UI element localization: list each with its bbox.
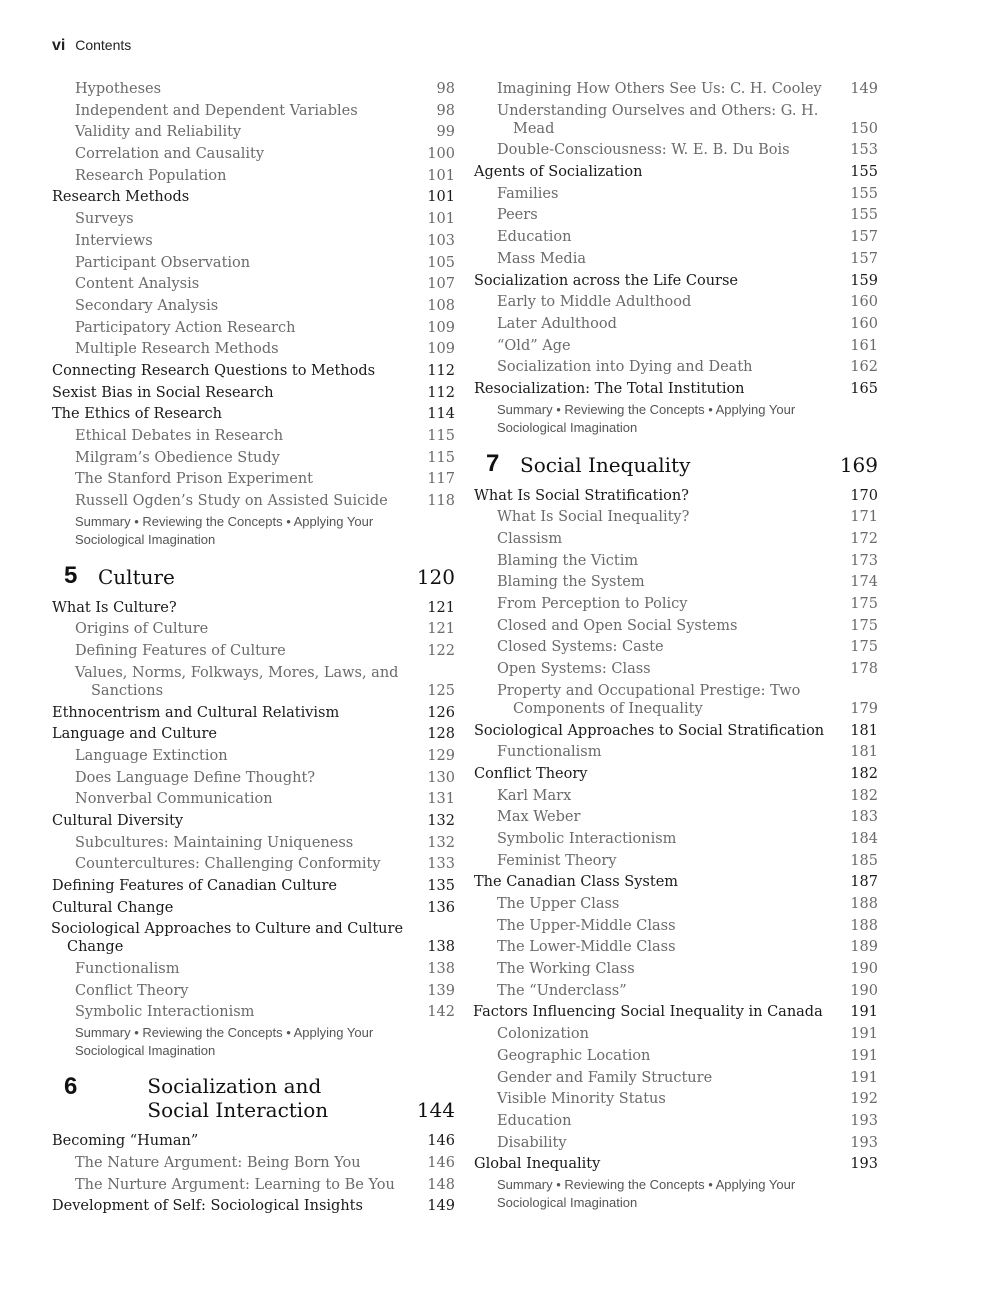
entry-page-number: 160 [850,294,878,311]
chapter-title: Social Inequality [520,452,691,477]
toc-subsection-entry [52,1003,455,1021]
entry-page-number: 193 [850,1112,878,1129]
entry-page-number: 183 [850,809,878,826]
toc-subsection-entry [52,102,455,120]
toc-section-entry [52,1197,455,1215]
entry-page-number: 160 [850,315,878,332]
chapter-title: Socialization and Social Interaction [147,1074,329,1123]
toc-subsection-entry [52,123,455,141]
chapter-title: Culture [98,564,175,589]
toc-subsection-entry [474,830,878,848]
toc-section-entry [52,362,455,380]
entry-title: Resocialization: The Total Institution [474,380,745,397]
entry-title: Defining Features of Canadian Culture [52,878,337,894]
entry-title: Interviews [75,232,153,249]
entry-page-number: 109 [427,319,455,336]
toc-subsection-entry [52,297,455,315]
toc-subsection-entry [474,141,878,159]
entry-title: Symbolic Interactionism [497,830,677,847]
toc-subsection-entry [52,340,455,358]
entry-title: Milgram’s Obedience Study [75,449,280,466]
entry-page-number: 192 [850,1091,878,1108]
entry-page-number: 159 [850,272,878,289]
entry-page-number: 155 [850,164,878,181]
entry-page-number: 181 [850,744,878,761]
toc-subsection-entry [474,617,878,635]
entry-page-number: 182 [850,765,878,782]
entry-title: Correlation and Causality [75,146,265,163]
entry-page-number: 136 [427,899,455,916]
entry-title: Understanding Ourselves and Others: G. H. Mead [497,102,819,137]
chapter-page-number: 169 [839,452,878,477]
entry-page-number: 112 [427,384,455,401]
entry-title: Symbolic Interactionism [75,1004,255,1021]
toc-subsection-entry [474,595,878,613]
entry-page-number: 138 [427,939,455,956]
toc-subsection-entry [474,660,878,678]
entry-page-number: 101 [427,211,455,228]
entry-page-number: 184 [850,830,878,847]
chapter-heading [474,451,878,477]
chapter-page-number: 120 [416,564,455,589]
entry-title: Sociological Approaches to Culture and Culture Change [51,921,404,956]
toc-section-entry [52,920,455,956]
toc-subsection-entry [474,530,878,548]
entry-page-number: 117 [427,471,455,488]
entry-page-number: 175 [850,596,878,613]
entry-title: Closed and Open Social Systems [497,617,738,634]
entry-title: Research Population [75,167,227,184]
toc-subsection-entry [474,315,878,333]
entry-title: Education [497,1112,572,1129]
entry-page-number: 132 [427,812,455,829]
entry-page-number: 112 [427,362,455,379]
entry-page-number: 101 [427,189,455,206]
toc-section-entry [474,722,878,740]
entry-title: Cultural Diversity [52,812,184,829]
entry-title: Ethical Debates in Research [75,428,284,444]
entry-page-number: 173 [850,552,878,569]
entry-title: Origins of Culture [75,621,209,638]
entry-title: Socialization into Dying and Death [497,359,753,376]
entry-title: Imagining How Others See Us: C. H. Cooley [497,81,822,97]
toc-subsection-entry [474,250,878,268]
toc-subsection-entry [474,358,878,376]
toc-subsection-entry [474,102,878,138]
chapter-summary-line: Summary • Reviewing the Concepts • Applying Your Sociological Imagination [75,513,374,547]
toc-subsection-entry [52,834,455,852]
entry-page-number: 191 [850,1004,878,1021]
entry-page-number: 172 [850,531,878,547]
toc-subsection-entry [52,790,455,808]
toc-subsection-entry [474,960,878,978]
entry-title: Blaming the Victim [497,552,639,569]
entry-title: Content Analysis [75,276,200,293]
chapter-summary-line: Summary • Reviewing the Concepts • Applying Your Sociological Imagination [497,1176,796,1210]
toc-subsection-entry [52,642,455,660]
entry-title: The Nurture Argument: Learning to Be You [75,1176,395,1193]
toc-subsection-entry [474,185,878,203]
entry-page-number: 146 [427,1154,455,1171]
entry-title: Factors Influencing Social Inequality in Canada [473,1004,823,1021]
toc-subsection-entry [52,145,455,163]
toc-left-column [52,80,455,1219]
entry-page-number: 98 [436,81,455,97]
entry-page-number: 170 [850,487,878,504]
toc-section-entry [474,765,878,783]
entry-title: Sexist Bias in Social Research [52,384,274,401]
entry-page-number: 132 [427,834,455,851]
entry-title: Blaming the System [497,574,645,591]
entry-title: Participant Observation [75,254,251,271]
running-header [52,37,131,55]
chapter-number: 6 [64,1073,78,1101]
toc-section-entry [52,725,455,743]
entry-page-number: 188 [850,896,878,912]
entry-title: Double-Consciousness: W. E. B. Du Bois [497,142,790,159]
entry-page-number: 149 [427,1198,455,1215]
toc-subsection-entry [52,232,455,250]
entry-page-number: 105 [427,254,455,271]
entry-title: “Old” Age [497,337,571,354]
entry-page-number: 115 [427,428,455,444]
toc-subsection-entry [474,1134,878,1152]
toc-section-entry [474,873,878,891]
entry-title: Socialization across the Life Course [474,272,738,289]
entry-title: Cultural Change [52,899,174,916]
entry-page-number: 100 [427,146,455,163]
entry-title: The Working Class [497,961,635,978]
entry-page-number: 107 [427,276,455,293]
chapter-summary-line: Summary • Reviewing the Concepts • Applying Your Sociological Imagination [75,1025,374,1059]
entry-title: Peers [497,207,538,224]
entry-title: Language Extinction [75,747,228,764]
toc-subsection-entry [52,470,455,488]
entry-page-number: 182 [850,787,878,804]
entry-page-number: 157 [850,229,878,246]
entry-title: What Is Social Inequality? [497,509,690,526]
entry-page-number: 187 [850,874,878,891]
toc-subsection-entry [52,982,455,1000]
entry-title: From Perception to Policy [497,596,688,613]
entry-page-number: 157 [850,250,878,267]
toc-subsection-entry [52,855,455,873]
chapter-summary-line: Summary • Reviewing the Concepts • Applying Your Sociological Imagination [497,401,796,435]
toc-subsection-entry [52,210,455,228]
entry-title: Global Inequality [474,1156,601,1173]
entry-title: Visible Minority Status [497,1091,666,1108]
entry-page-number: 191 [850,1026,878,1043]
entry-title: What Is Culture? [52,599,177,616]
toc-subsection-entry [52,80,455,98]
entry-page-number: 121 [427,621,455,638]
entry-page-number: 130 [427,769,455,786]
entry-page-number: 193 [850,1134,878,1151]
entry-title: Conflict Theory [75,982,189,999]
toc-section-entry [52,384,455,402]
toc-subsection-entry [474,895,878,913]
entry-page-number: 114 [427,406,455,423]
toc-subsection-entry [52,1154,455,1172]
entry-page-number: 98 [436,102,455,119]
toc-subsection-entry [474,337,878,355]
entry-page-number: 181 [850,722,878,739]
entry-page-number: 142 [427,1004,455,1021]
entry-title: Ethnocentrism and Cultural Relativism [52,704,340,721]
entry-page-number: 138 [427,961,455,978]
entry-title: Early to Middle Adulthood [497,294,692,311]
entry-title: Nonverbal Communication [75,791,273,808]
entry-title: Multiple Research Methods [75,341,279,358]
entry-page-number: 162 [850,359,878,376]
entry-title: Colonization [497,1026,589,1043]
entry-page-number: 185 [850,852,878,869]
entry-page-number: 139 [427,982,455,999]
toc-subsection-entry [474,1047,878,1065]
toc-section-entry [52,704,455,722]
chapter-heading [52,1074,455,1122]
toc-subsection-entry [474,638,878,656]
chapter-page-number: 144 [416,1098,455,1123]
entry-title: Values, Norms, Folkways, Mores, Laws, and Sanctions [75,664,399,699]
toc-subsection-entry [474,787,878,805]
entry-page-number: 115 [427,449,455,466]
entry-title: Sociological Approaches to Social Stratification [474,722,825,739]
entry-page-number: 191 [850,1047,878,1064]
entry-title: Independent and Dependent Variables [75,102,358,119]
toc-section-entry [474,272,878,290]
entry-title: Karl Marx [497,787,572,804]
toc-subsection-entry [52,167,455,185]
entry-title: Functionalism [497,744,602,761]
entry-title: Feminist Theory [497,852,617,869]
entry-title: Disability [497,1134,567,1151]
entry-title: Conflict Theory [474,765,588,782]
entry-page-number: 161 [850,337,878,354]
entry-title: The Ethics of Research [52,406,223,423]
entry-title: What Is Social Stratification? [474,487,689,504]
entry-title: Families [497,185,559,202]
chapter-heading [52,563,455,589]
toc-subsection-entry [474,80,878,98]
toc-subsection-entry [52,319,455,337]
toc-section-entry [52,188,455,206]
entry-page-number: 133 [427,856,455,873]
toc-subsection-entry [474,573,878,591]
entry-title: Validity and Reliability [75,124,242,141]
entry-title: Gender and Family Structure [497,1069,713,1086]
toc-subsection-entry [52,747,455,765]
entry-title: Mass Media [497,250,586,267]
entry-page-number: 146 [427,1133,455,1150]
entry-title: Connecting Research Questions to Methods [52,362,376,379]
entry-page-number: 179 [850,700,878,717]
toc-section-entry [474,1003,878,1021]
toc-subsection-entry [52,492,455,510]
entry-page-number: 188 [850,917,878,934]
entry-title: Education [497,229,572,246]
toc-section-entry [474,487,878,505]
toc-section-entry [474,163,878,181]
entry-page-number: 126 [427,704,455,721]
entry-page-number: 155 [850,207,878,224]
entry-page-number: 165 [850,380,878,397]
toc-subsection-entry [52,769,455,787]
entry-title: Open Systems: Class [497,661,651,678]
toc-subsection-entry [474,982,878,1000]
toc-subsection-entry [474,293,878,311]
toc-right-column [474,80,878,1226]
toc-subsection-entry [474,228,878,246]
entry-page-number: 122 [427,643,455,660]
entry-page-number: 121 [427,599,455,616]
toc-section-entry [52,899,455,917]
entry-page-number: 190 [850,961,878,978]
entry-page-number: 101 [427,167,455,184]
entry-title: Max Weber [497,809,581,826]
entry-page-number: 153 [850,142,878,159]
entry-title: Does Language Define Thought? [75,769,316,786]
toc-subsection-entry [474,1069,878,1087]
page-number: vi [52,37,66,54]
toc-section-entry [52,599,455,617]
toc-section-entry [474,1155,878,1173]
entry-page-number: 175 [850,639,878,656]
toc-subsection-entry [52,449,455,467]
entry-title: The Stanford Prison Experiment [75,471,313,488]
entry-title: Research Methods [52,189,190,206]
toc-subsection-entry [52,254,455,272]
entry-title: Surveys [75,211,134,228]
entry-page-number: 155 [850,185,878,202]
entry-page-number: 189 [850,939,878,956]
toc-subsection-entry [52,960,455,978]
entry-title: Classism [497,531,563,547]
toc-subsection-entry [474,808,878,826]
toc-subsection-entry [474,206,878,224]
entry-page-number: 178 [850,661,878,678]
toc-subsection-entry [474,917,878,935]
toc-subsection-entry [52,275,455,293]
entry-page-number: 118 [427,493,455,510]
entry-title: The Nature Argument: Being Born You [75,1154,361,1171]
entry-title: The Upper-Middle Class [497,917,676,934]
toc-section-entry [52,812,455,830]
entry-page-number: 175 [850,617,878,634]
entry-page-number: 150 [850,120,878,137]
entry-title: Development of Self: Sociological Insights [52,1198,363,1215]
entry-title: Defining Features of Culture [75,643,286,660]
entry-title: Countercultures: Challenging Conformity [75,856,381,873]
entry-page-number: 171 [850,509,878,526]
entry-page-number: 108 [427,297,455,314]
running-header-title: Contents [75,37,132,53]
entry-page-number: 103 [427,232,455,249]
entry-title: The Lower-Middle Class [497,939,676,956]
entry-title: Closed Systems: Caste [497,639,664,656]
entry-page-number: 149 [850,81,878,97]
toc-subsection-entry [474,1112,878,1130]
entry-page-number: 99 [436,124,455,141]
entry-title: Secondary Analysis [75,297,219,314]
entry-page-number: 190 [850,982,878,999]
toc-subsection-entry [474,852,878,870]
entry-page-number: 193 [850,1156,878,1173]
entry-page-number: 125 [427,682,455,699]
chapter-number: 5 [64,561,78,589]
entry-page-number: 129 [427,747,455,764]
entry-title: Functionalism [75,961,180,978]
entry-page-number: 131 [427,791,455,808]
toc-subsection-entry [474,1090,878,1108]
entry-title: The “Underclass” [497,982,627,999]
toc-section-entry [474,380,878,398]
entry-title: Property and Occupational Prestige: Two Components of Inequality [497,682,801,717]
entry-title: Geographic Location [497,1047,651,1064]
entry-page-number: 135 [427,878,455,894]
entry-title: Russell Ogden’s Study on Assisted Suicide [75,493,388,510]
entry-title: Later Adulthood [497,315,617,332]
toc-subsection-entry [474,682,878,718]
toc-subsection-entry [52,664,455,700]
entry-page-number: 174 [850,574,878,591]
entry-page-number: 128 [427,726,455,743]
entry-page-number: 148 [427,1176,455,1193]
toc-subsection-entry [474,938,878,956]
chapter-number: 7 [486,449,500,477]
entry-title: Subcultures: Maintaining Uniqueness [75,834,354,851]
entry-title: Becoming “Human” [52,1133,199,1150]
toc-subsection-entry [474,508,878,526]
entry-title: Hypotheses [75,81,162,97]
toc-subsection-entry [474,1025,878,1043]
toc-section-entry [52,877,455,895]
toc-subsection-entry [52,1176,455,1194]
entry-title: Agents of Socialization [474,164,643,181]
entry-title: The Upper Class [497,896,620,912]
entry-title: Participatory Action Research [75,319,296,336]
toc-subsection-entry [52,620,455,638]
entry-title: Language and Culture [52,726,217,743]
entry-title: The Canadian Class System [474,874,679,891]
toc-subsection-entry [474,552,878,570]
entry-page-number: 191 [850,1069,878,1086]
toc-section-entry [52,1132,455,1150]
toc-subsection-entry [52,427,455,445]
toc-section-entry [52,405,455,423]
toc-subsection-entry [474,743,878,761]
entry-page-number: 109 [427,341,455,358]
